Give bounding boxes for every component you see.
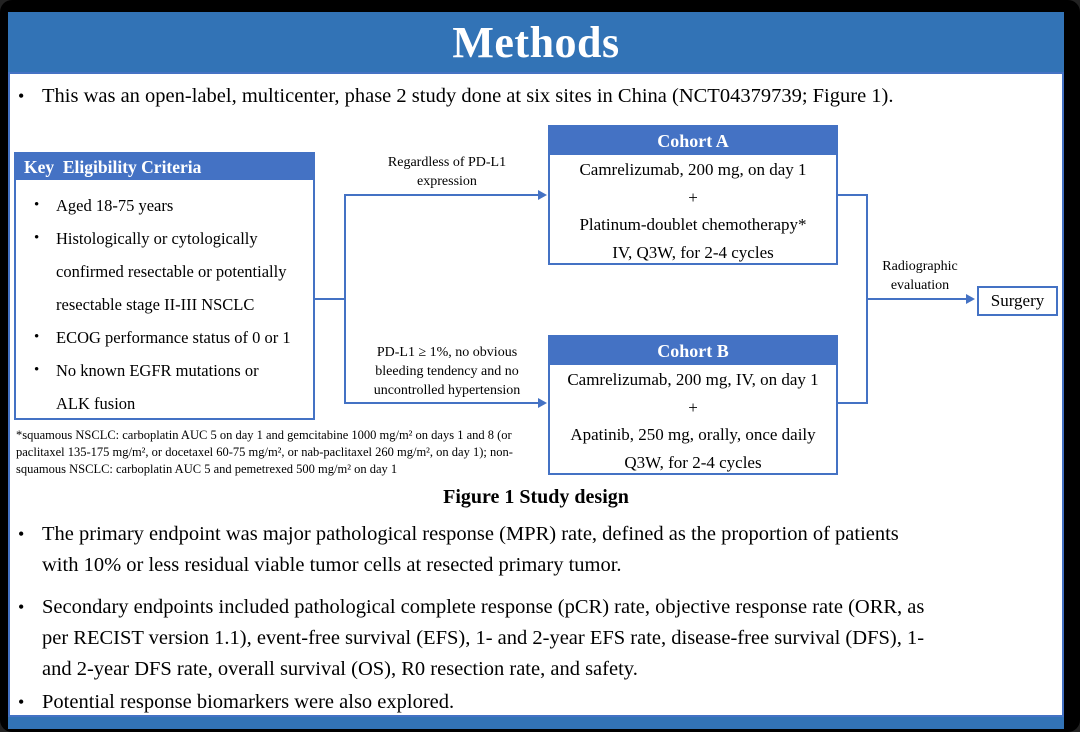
bottom-accent-bar — [8, 717, 1064, 729]
bullet-text: and 2-year DFS rate, overall survival (OS), R0 resection rate, and safety. — [42, 658, 638, 680]
evaluation-label-line: evaluation — [890, 278, 950, 293]
biomarkers-bullet — [16, 687, 1060, 718]
arrow-line-to-cohort-b — [345, 402, 539, 404]
cohort-b-body — [550, 365, 836, 476]
arrowhead-cohort-a — [538, 190, 547, 200]
branch-top-label — [352, 153, 542, 191]
connector-cohort-a-right — [838, 194, 868, 196]
eligibility-box — [14, 152, 315, 420]
bullet-text: • Secondary endpoints included pathological complete response (pCR) rate, objective response rate (ORR, as — [42, 596, 925, 618]
footnote-line: paclitaxel 135-175 mg/m², or docetaxel 60-75 mg/m², or nab-paclitaxel 260 mg/m², on day 1); non- — [16, 445, 513, 459]
evaluation-label-line: Radiographic — [882, 259, 958, 274]
surgery-box — [977, 286, 1058, 316]
eligibility-item-text: • Aged 18-75 years — [56, 196, 174, 215]
evaluation-label — [866, 257, 974, 295]
arrow-line-to-surgery — [868, 298, 967, 300]
footnote-line: squamous NSCLC: carboplatin AUC 5 and pemetrexed 500 mg/m² on day 1 — [16, 462, 398, 476]
branch-top-label-line: Regardless of PD-L1 — [387, 155, 507, 170]
cohort-a-line: Platinum-doublet chemotherapy* — [579, 215, 807, 234]
cohort-a-line: IV, Q3W, for 2-4 cycles — [612, 242, 774, 262]
bullet-item — [16, 687, 1060, 718]
intro-bullet — [16, 81, 1056, 112]
slide-title-bar — [8, 12, 1064, 72]
bullet-text: • Potential response biomarkers were also explored. — [42, 691, 455, 713]
bullet-item — [16, 592, 1060, 685]
cohort-b-line: Q3W, for 2-4 cycles — [624, 452, 762, 472]
arrow-line-to-cohort-a — [345, 194, 539, 196]
eligibility-item — [30, 354, 309, 420]
surgery-label: Surgery — [990, 291, 1045, 310]
cohort-b-line: Camrelizumab, 200 mg, IV, on day 1 — [567, 370, 819, 389]
eligibility-item-text: ALK fusion — [56, 394, 136, 413]
figure-footnote — [16, 427, 561, 478]
figure-caption: Figure 1 Study design — [443, 486, 629, 508]
primary-endpoint-bullet — [16, 519, 1060, 581]
branch-bottom-label-line: bleeding tendency and no — [375, 364, 519, 379]
cohort-b-line: + — [688, 397, 698, 417]
eligibility-item — [30, 189, 309, 222]
eligibility-item-text: • Histologically or cytologically — [56, 229, 258, 248]
bullet-item — [16, 81, 1056, 112]
eligibility-item-text: confirmed resectable or potentially — [56, 262, 287, 281]
arrowhead-surgery — [966, 294, 975, 304]
cohort-a-box — [548, 125, 838, 265]
bullet-text: with 10% or less residual viable tumor cells at resected primary tumor. — [42, 554, 622, 576]
branch-top-label-line: expression — [417, 174, 477, 189]
cohort-a-body — [550, 155, 836, 266]
cohort-a-header: Cohort A — [550, 127, 836, 155]
eligibility-item — [30, 321, 309, 354]
branch-bottom-label — [347, 343, 547, 400]
cohort-a-line: Camrelizumab, 200 mg, on day 1 — [579, 160, 807, 179]
branch-bottom-label-line: PD-L1 ≥ 1%, no obvious — [376, 345, 518, 360]
connector-eligibility-to-branch — [315, 298, 345, 300]
bullet-item — [16, 519, 1060, 581]
cohort-b-line: Apatinib, 250 mg, orally, once daily — [570, 425, 816, 444]
secondary-endpoint-bullet — [16, 592, 1060, 685]
eligibility-item-text: resectable stage II-III NSCLC — [56, 295, 255, 314]
branch-bottom-label-line: uncontrolled hypertension — [373, 383, 521, 398]
cohort-b-header: Cohort B — [550, 337, 836, 365]
bullet-text: • The primary endpoint was major pathological response (MPR) rate, defined as the proportion of patients — [42, 523, 899, 545]
eligibility-item-text: • No known EGFR mutations or — [56, 361, 259, 380]
cohort-b-box — [548, 335, 838, 475]
eligibility-box-header: Key Eligibility Criteria — [16, 154, 313, 180]
cohort-a-line: + — [688, 187, 698, 207]
page-title: Methods — [452, 17, 620, 67]
branch-vertical-line — [344, 194, 346, 404]
eligibility-item-text: • ECOG performance status of 0 or 1 — [56, 328, 291, 347]
footnote-line: *squamous NSCLC: carboplatin AUC 5 on day 1 and gemcitabine 1000 mg/m² on days 1 and 8 (or — [16, 428, 512, 442]
bullet-text: • This was an open-label, multicenter, phase 2 study done at six sites in China (NCT04379739; Figure 1). — [42, 85, 894, 107]
bullet-text: per RECIST version 1.1), event-free survival (EFS), 1- and 2-year EFS rate, disease-free survival (DFS), 1- — [42, 627, 925, 649]
connector-cohort-b-right — [838, 402, 868, 404]
eligibility-list — [16, 180, 313, 420]
eligibility-item — [30, 222, 309, 321]
